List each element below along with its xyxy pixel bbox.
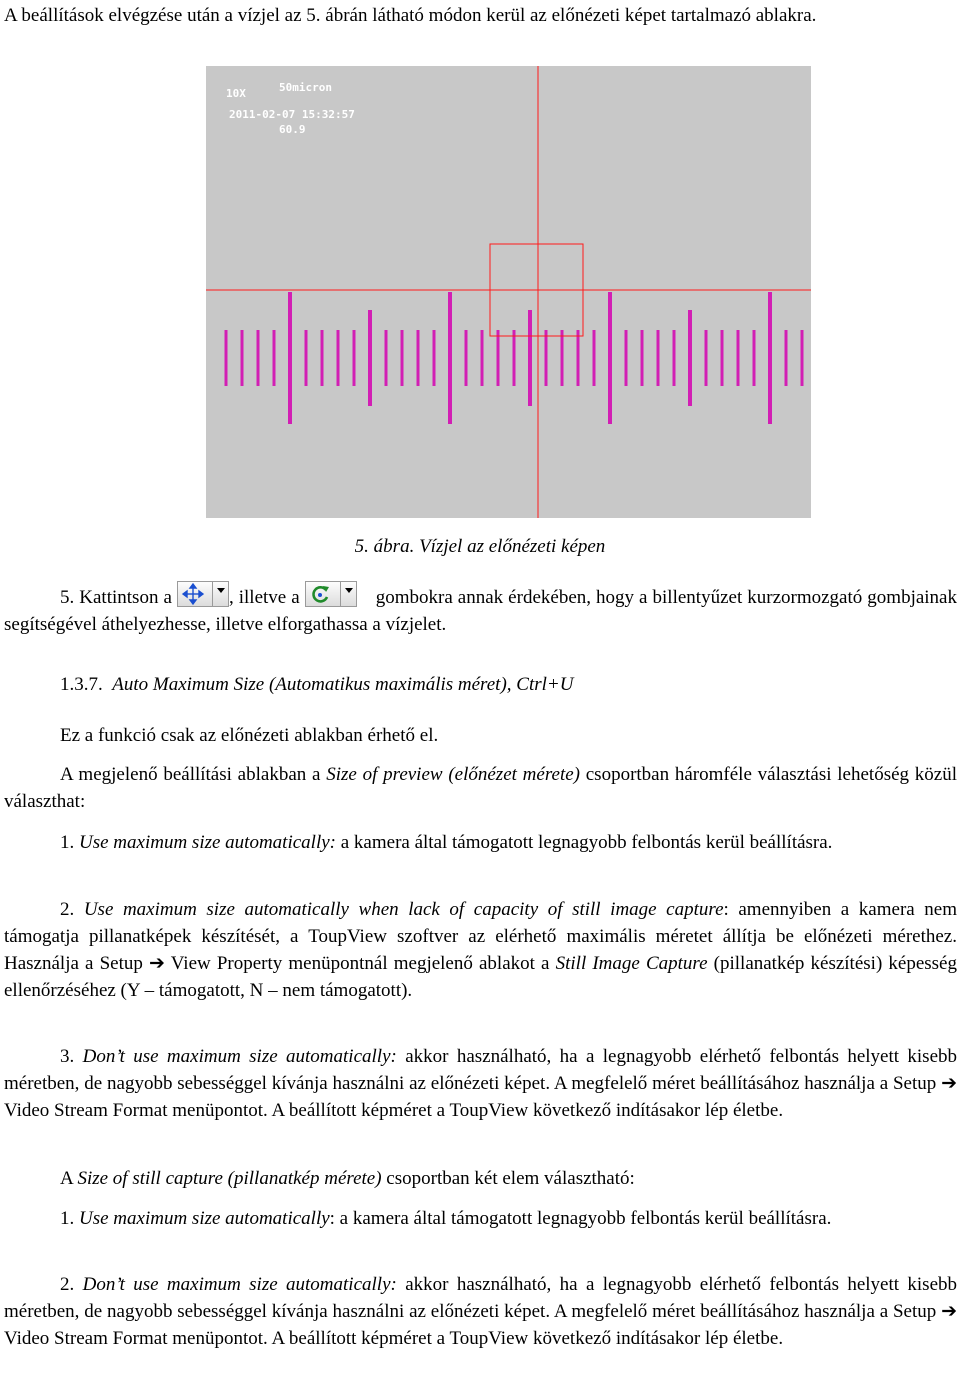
preview-option-3: 3. Don’t use maximum size automatically: akkor használható, ha a legnagyobb elérhető felbontás helyett kisebb méretben, de nagyobb sebességgel kívánja használni az előnézeti képet. A megfelelő méret beállításához használja a Setup ➔ Video Stream Format menüpontot. A beállított képméret a ToupView következő indításakor lép életbe. bbox=[4, 1046, 958, 1121]
overlay-value: 60.9 bbox=[279, 123, 306, 136]
move-watermark-button[interactable] bbox=[177, 581, 229, 607]
preview-image bbox=[206, 66, 811, 518]
preview-group-intro: A megjelenő beállítási ablakban a Size of preview (előnézet mérete) csoportban háromféle választási lehetőség közül választhat: bbox=[4, 764, 957, 812]
section-heading: 1.3.7. Auto Maximum Size (Automatikus maximális méret), Ctrl+U bbox=[60, 674, 574, 695]
arrow-icon: ➔ bbox=[941, 1301, 957, 1322]
still-group-intro: A Size of still capture (pillanatkép mérete) csoportban két elem választható: bbox=[60, 1168, 635, 1189]
rotate-icon bbox=[307, 582, 335, 606]
figure-caption: 5. ábra. Vízjel az előnézeti képen bbox=[354, 536, 606, 557]
arrow-icon: ➔ bbox=[941, 1073, 957, 1094]
still-option-1: 1. Use maximum size automatically: a kamera által támogatott legnagyobb felbontás kerül beállításra. bbox=[60, 1208, 832, 1229]
step5-paragraph: 5. Kattintson a , illetve a gombokra annak érdekében, hogy a billentyűzet kurzormozgató gombjainak segítségével áthelyezhesse, illetve elforgathassa a vízjelet. bbox=[4, 581, 957, 638]
intro-paragraph: A beállítások elvégzése után a vízjel az 5. ábrán látható módon kerül az előnézeti képet tartalmazó ablakra. bbox=[4, 5, 817, 26]
overlay-timestamp: 2011-02-07 15:32:57 bbox=[229, 108, 355, 121]
chevron-down-icon[interactable] bbox=[212, 582, 228, 606]
overlay-magnification: 10X bbox=[226, 87, 246, 100]
preview-option-2: 2. Use maximum size automatically when lack of capacity of still image capture: amennyiben a kamera nem támogatja pillanatképek készítését, a ToupView szoftver az elérhető maximális méretet állítja be előnézeti mérethez. Használja a Setup ➔ View Property menüpontnál megjelenő ablakot a Still Image Capture (pillanatkép készítési) képesség ellenőrzéséhez (Y – támogatott, N – nem támogatott). bbox=[4, 899, 958, 1001]
preview-option-1: 1. Use maximum size automatically: a kamera által támogatott legnagyobb felbontás kerül beállításra. bbox=[60, 832, 833, 853]
still-option-2: 2. Don’t use maximum size automatically: akkor használható, ha a legnagyobb elérhető felbontás helyett kisebb méretben, de nagyobb sebességgel kívánja használni az előnézeti képet. A megfelelő méret beállításához használja a Setup ➔ Video Stream Format menüpontot. A beállított képméret a ToupView következő indításakor lép életbe. bbox=[4, 1274, 958, 1349]
move-icon bbox=[179, 582, 207, 606]
function-note: Ez a funkció csak az előnézeti ablakban érhető el. bbox=[60, 725, 439, 746]
chevron-down-icon[interactable] bbox=[340, 582, 356, 606]
rotate-watermark-button[interactable] bbox=[305, 581, 357, 607]
arrow-icon: ➔ bbox=[149, 953, 165, 974]
overlay-scale-label: 50micron bbox=[279, 81, 332, 94]
